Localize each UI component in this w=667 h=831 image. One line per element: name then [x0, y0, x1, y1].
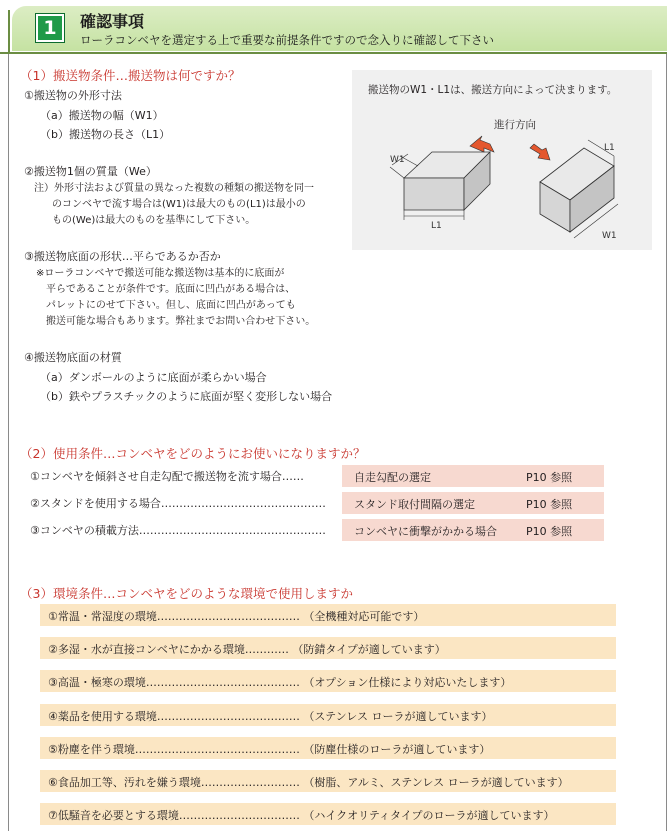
right-box-illustration — [540, 148, 614, 232]
environment-row-text: ⑥食品加工等、汚れを嫌う環境……………………… （樹脂、アルミ、ステンレス ローラが適しています） — [48, 776, 569, 789]
item3-title: ③搬送物底面の形状…平らであるか否か — [24, 250, 221, 263]
usage-row-page-ref: P10 参照 — [526, 498, 573, 511]
environment-row-1 — [40, 604, 616, 626]
section-number-badge: 1 — [36, 14, 64, 42]
section1-heading: （1）搬送物条件…搬送物は何ですか？ — [20, 68, 241, 83]
frame-left-border — [8, 54, 9, 831]
item3-note-4: 搬送可能な場合もあります。弊社までお問い合わせ下さい。 — [46, 316, 316, 327]
section-header — [0, 0, 667, 54]
environment-row-text: ⑤粉塵を伴う環境……………………………………… （防塵仕様のローラが適しています） — [48, 743, 491, 756]
environment-row-2 — [40, 637, 616, 659]
item2-note-1: 注）外形寸法および質量の異なった複数の種類の搬送物を同一 — [34, 183, 314, 194]
item2-title: ②搬送物1個の質量（We） — [24, 165, 157, 178]
left-box-illustration — [404, 152, 490, 210]
usage-row-2 — [20, 492, 600, 514]
usage-row-1 — [20, 465, 600, 487]
environment-row-text: ②多湿・水が直接コンベヤにかかる環境………… （防錆タイプが適しています） — [48, 643, 446, 656]
item4-b: （b）鉄やプラスチックのように底面が堅く変形しない場合 — [40, 390, 333, 403]
usage-row-label: ②スタンドを使用する場合……………………………………… — [30, 497, 326, 510]
environment-row-3 — [40, 670, 616, 692]
environment-row-text: ①常温・常湿度の環境………………………………… （全機種対応可能です） — [48, 610, 425, 623]
usage-row-reference-box — [342, 492, 604, 514]
item1-a: （a）搬送物の幅（W1） — [40, 109, 164, 122]
item1-b: （b）搬送物の長さ（L1） — [40, 128, 171, 141]
usage-row-label: ①コンベヤを傾斜させ自走勾配で搬送物を流す場合…… — [30, 470, 304, 483]
left-l1-label: L1 — [431, 221, 442, 231]
diagram-caption: 搬送物のW1・L1は、搬送方向によって決まります。 — [368, 84, 618, 96]
usage-row-reference-box — [342, 465, 604, 487]
page-title: 確認事項 — [80, 12, 145, 31]
usage-row-topic: スタンド取付間隔の選定 — [354, 498, 475, 511]
usage-row-page-ref: P10 参照 — [526, 525, 573, 538]
usage-row-page-ref: P10 参照 — [526, 471, 573, 484]
dimension-diagram — [352, 70, 652, 250]
usage-row-3 — [20, 519, 600, 541]
environment-row-5 — [40, 737, 616, 759]
item1-title: ①搬送物の外形寸法 — [24, 89, 122, 102]
item4-title: ④搬送物底面の材質 — [24, 351, 122, 364]
usage-row-topic: コンベヤに衝撃がかかる場合 — [354, 525, 497, 538]
right-l1-label: L1 — [604, 143, 615, 153]
environment-row-text: ⑦低騒音を必要とする環境…………………………… （ハイクオリティタイプのローラが適しています） — [48, 809, 555, 822]
left-w1-label: W1 — [390, 155, 405, 165]
usage-row-reference-box — [342, 519, 604, 541]
environment-row-4 — [40, 704, 616, 726]
section2-heading: （2）使用条件…コンベヤをどのようにお使いになりますか？ — [20, 446, 366, 461]
item2-note-3: もの(We)は最大のものを基準にして下さい。 — [52, 215, 256, 226]
item3-note-2: 平らであることが条件です。底面に凹凸がある場合は、 — [46, 284, 296, 295]
page-subtitle: ローラコンベヤを選定する上で重要な前提条件ですので念入りに確認して下さい — [80, 33, 494, 47]
item3-note-3: パレットにのせて下さい。但し、底面に凹凸があっても — [46, 300, 296, 311]
header-underline — [0, 52, 667, 54]
usage-row-topic: 自走勾配の選定 — [354, 471, 431, 484]
right-direction-arrow — [530, 144, 550, 160]
environment-row-text: ④薬品を使用する環境………………………………… （ステンレス ローラが適しています） — [48, 710, 493, 723]
right-w1-label: W1 — [602, 231, 617, 241]
item4-a: （a）ダンボールのように底面が柔らかい場合 — [40, 371, 267, 384]
usage-row-label: ③コンベヤの積載方法…………………………………………… — [30, 524, 326, 537]
header-left-border — [8, 10, 10, 54]
item2-note-2: のコンベヤで流す場合は(W1)は最大のもの(L1)は最小の — [52, 199, 306, 210]
environment-row-7 — [40, 803, 616, 825]
left-direction-arrow — [470, 136, 494, 152]
environment-row-text: ③高温・極寒の環境…………………………………… （オプション仕様により対応いたします） — [48, 676, 512, 689]
dimension-diagram-box — [352, 70, 652, 250]
section3-heading: （3）環境条件…コンベヤをどのような環境で使用しますか — [20, 586, 353, 601]
direction-label: 進行方向 — [494, 119, 536, 131]
environment-row-6 — [40, 770, 616, 792]
item3-note-1: ※ローラコンベヤで搬送可能な搬送物は基本的に底面が — [36, 268, 285, 279]
